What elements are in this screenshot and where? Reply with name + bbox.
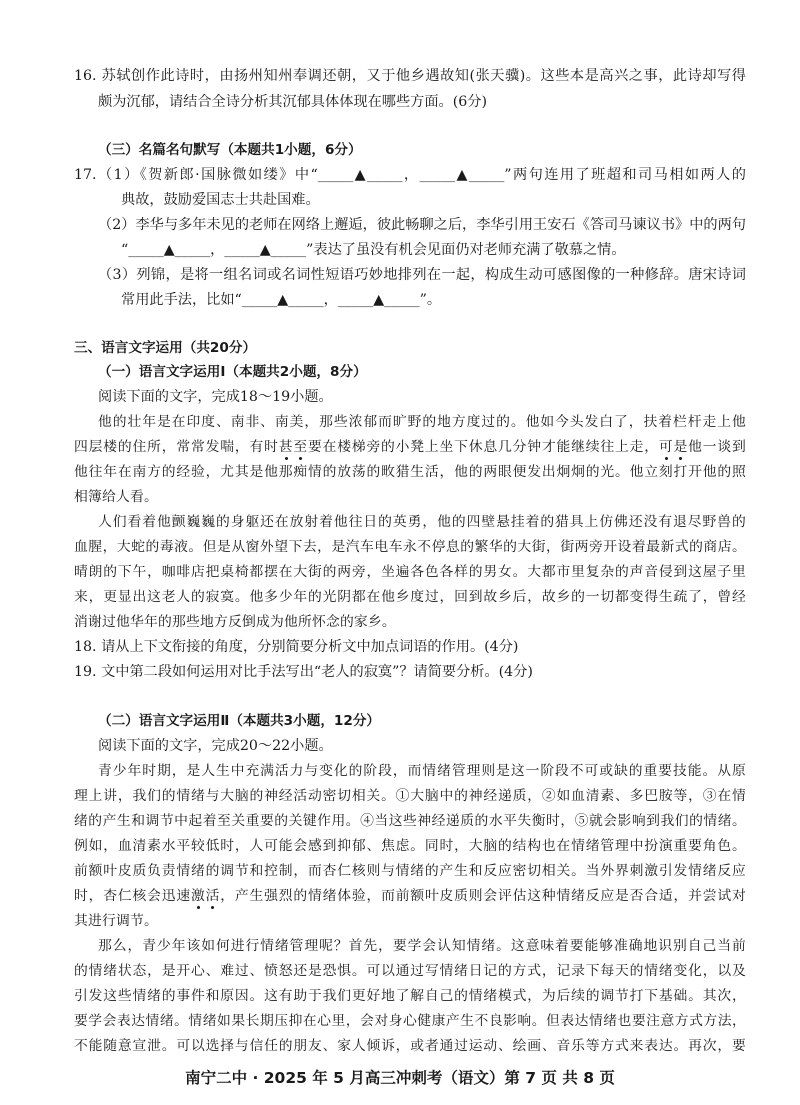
text-run: 要在楼梯旁的小凳上坐下休息几分钟才能继续往上走， [307,439,659,455]
emphasis-dot-char: 是 [673,439,689,455]
passage2-line: 引发这些情绪的事件和原因。这有助于我们更好地了解自己的情绪模式，为后续的调节打下基础。其次， [74,988,746,1004]
subsection-1-instruction: 阅读下面的文字，完成18～19小题。 [98,389,333,405]
passage1-line: 血腥，大蛇的毒液。但是从窗外望下去，是汽车电车永不停息的繁华的大街，街两旁开设着最新式的商店。 [74,539,746,555]
passage1-line: 晴朗的下午，咖啡店把桌椅都摆在大街的两旁，坐遍各色各样的男女。大都市里复杂的声音侵到这屋子里 [74,564,746,580]
q17-line-4: “_____▲_____，_____▲_____”表达了虽没有机会见面仍对老师充满了敬慕之情。 [121,242,626,258]
passage1-line: 他往年在南方的经验，尤其是他那痴情的放荡的畋猎生活，他的两眼便发出炯炯的光。他立刻打开他的照 [74,464,746,480]
passage2-line: 的情绪状态，是开心、难过、愤怒还是恐惧。可以通过写情绪日记的方式，记录下每天的情绪变化，以及 [74,963,746,979]
passage2-line: 例如，血清素水平较低时，人可能会感到抑郁、焦虑。同时，大脑的结构也在情绪管理中扮演重要角色。 [74,838,746,854]
passage2-line: 那么，青少年该如何进行情绪管理呢？首先，要学会认知情绪。这意味着要能够准确地识别自己当前 [98,938,746,954]
passage2-line: 前额叶皮质负责情绪的调节和控制，而杏仁核则与情绪的产生和反应密切相关。当外界刺激引发情绪反应 [74,863,746,879]
emphasis-dot-char: 至 [293,439,308,455]
text-run: 四层楼的住所，常常发喘，有时 [74,439,279,455]
q17-line-2: 典故，鼓励爱国志士共赴国难。 [121,192,320,208]
emphasis-dot-char: 甚 [278,439,294,455]
q16-line-1: 16. 苏轼创作此诗时，由扬州知州奉调还朝，又于他乡遇故知(张天骥)。这些本是高兴之事，此诗却写得 [74,68,746,84]
page-footer: 南宁二中 · 2025 年 5 月高三冲刺考（语文）第 7 页 共 8 页 [185,1069,615,1087]
passage2-line: 要学会表达情绪。情绪如果长期压抑在心里，会对身心健康产生不良影响。但表达情绪也要注意方式方法， [74,1013,746,1029]
passage2-line: 其进行调节。 [74,913,158,929]
subsection-1-title: （一）语言文字运用Ⅰ（本题共2小题，8分） [98,364,367,380]
emphasis-dot-char: 可 [658,439,674,455]
text-run: 时，杏仁核会迅速 [74,888,191,904]
emphasis-dot-char: 活 [205,888,221,904]
passage1-line: 消谢过他华年的那些地方反倒成为他所怀念的家乡。 [74,614,396,630]
q19: 19. 文中第二段如何运用对比手法写出“老人的寂寞”？请简要分析。(4分) [74,664,533,680]
q17-line-3: （2）李华与多年未见的老师在网络上邂逅，彼此畅聊之后，李华引用王安石《答司马谏议书》中的两句 [98,217,746,233]
part-3-title: 三、语言文字运用（共20分） [74,340,257,356]
q17-line-1: 17.（1）《贺新郎·国脉微如缕》中“_____▲_____，_____▲_____”两句连用了班超和司马相如两人的 [74,167,746,183]
q17-line-6: 常用此手法，比如“_____▲_____，_____▲_____”。 [121,292,442,308]
emphasis-dot-char: 激 [190,888,206,904]
text-run: 他一谈到 [688,439,746,455]
passage1-line-dotted [74,437,746,457]
q16-line-2: 颇为沉郁，请结合全诗分析其沉郁具体体现在哪些方面。(6分) [98,94,487,110]
passage1-line: 人们看着他颤巍巍的身躯还在放射着他往日的英勇，他的四壁悬挂着的猎具上仿佛还没有退尽野兽的 [98,514,746,530]
passage2-line: 理上讲，我们的情绪与大脑的神经活动密切相关。①大脑中的神经递质，②如血清素、多巴胺等，③在情 [74,788,746,804]
passage2-line: 青少年时期，是人生中充满活力与变化的阶段，而情绪管理则是这一阶段不可或缺的重要技能。从原 [98,763,746,779]
passage2-line: 绪的产生和调节中起着至关重要的关键作用。④当这些神经递质的水平失衡时，⑤就会影响到我们的情绪。 [74,813,746,829]
q18: 18. 请从上下文衔接的角度，分别简要分析文中加点词语的作用。(4分) [74,639,519,655]
section-3-title: （三）名篇名句默写（本题共1小题，6分） [98,142,362,158]
passage2-line: 不能随意宣泄。可以选择与信任的朋友、家人倾诉，或者通过运动、绘画、音乐等方式来表达。再次，要 [74,1038,746,1054]
passage1-line: 他的壮年是在印度、南非、南美，那些浓郁而旷野的地方度过的。他如今头发白了，扶着栏杆走上他 [98,414,746,430]
passage1-line: 相簿给人看。 [74,489,158,505]
subsection-2-instruction: 阅读下面的文字，完成20～22小题。 [98,738,333,754]
passage1-line: 来，更显出这老人的寂寞。他多少年的光阴都在他乡度过，回到故乡后，故乡的一切都变得生疏了，曾经 [74,589,746,605]
text-run: ，产生强烈的情绪体验，而前额叶皮质则会评估这种情绪反应是否合适，并尝试对 [220,888,746,904]
passage2-line-dotted [74,886,746,906]
subsection-2-title: （二）语言文字运用Ⅱ（本题共3小题，12分） [98,713,381,729]
q17-line-5: （3）列锦，是将一组名词或名词性短语巧妙地排列在一起，构成生动可感图像的一种修辞。唐宋诗词 [98,267,746,283]
